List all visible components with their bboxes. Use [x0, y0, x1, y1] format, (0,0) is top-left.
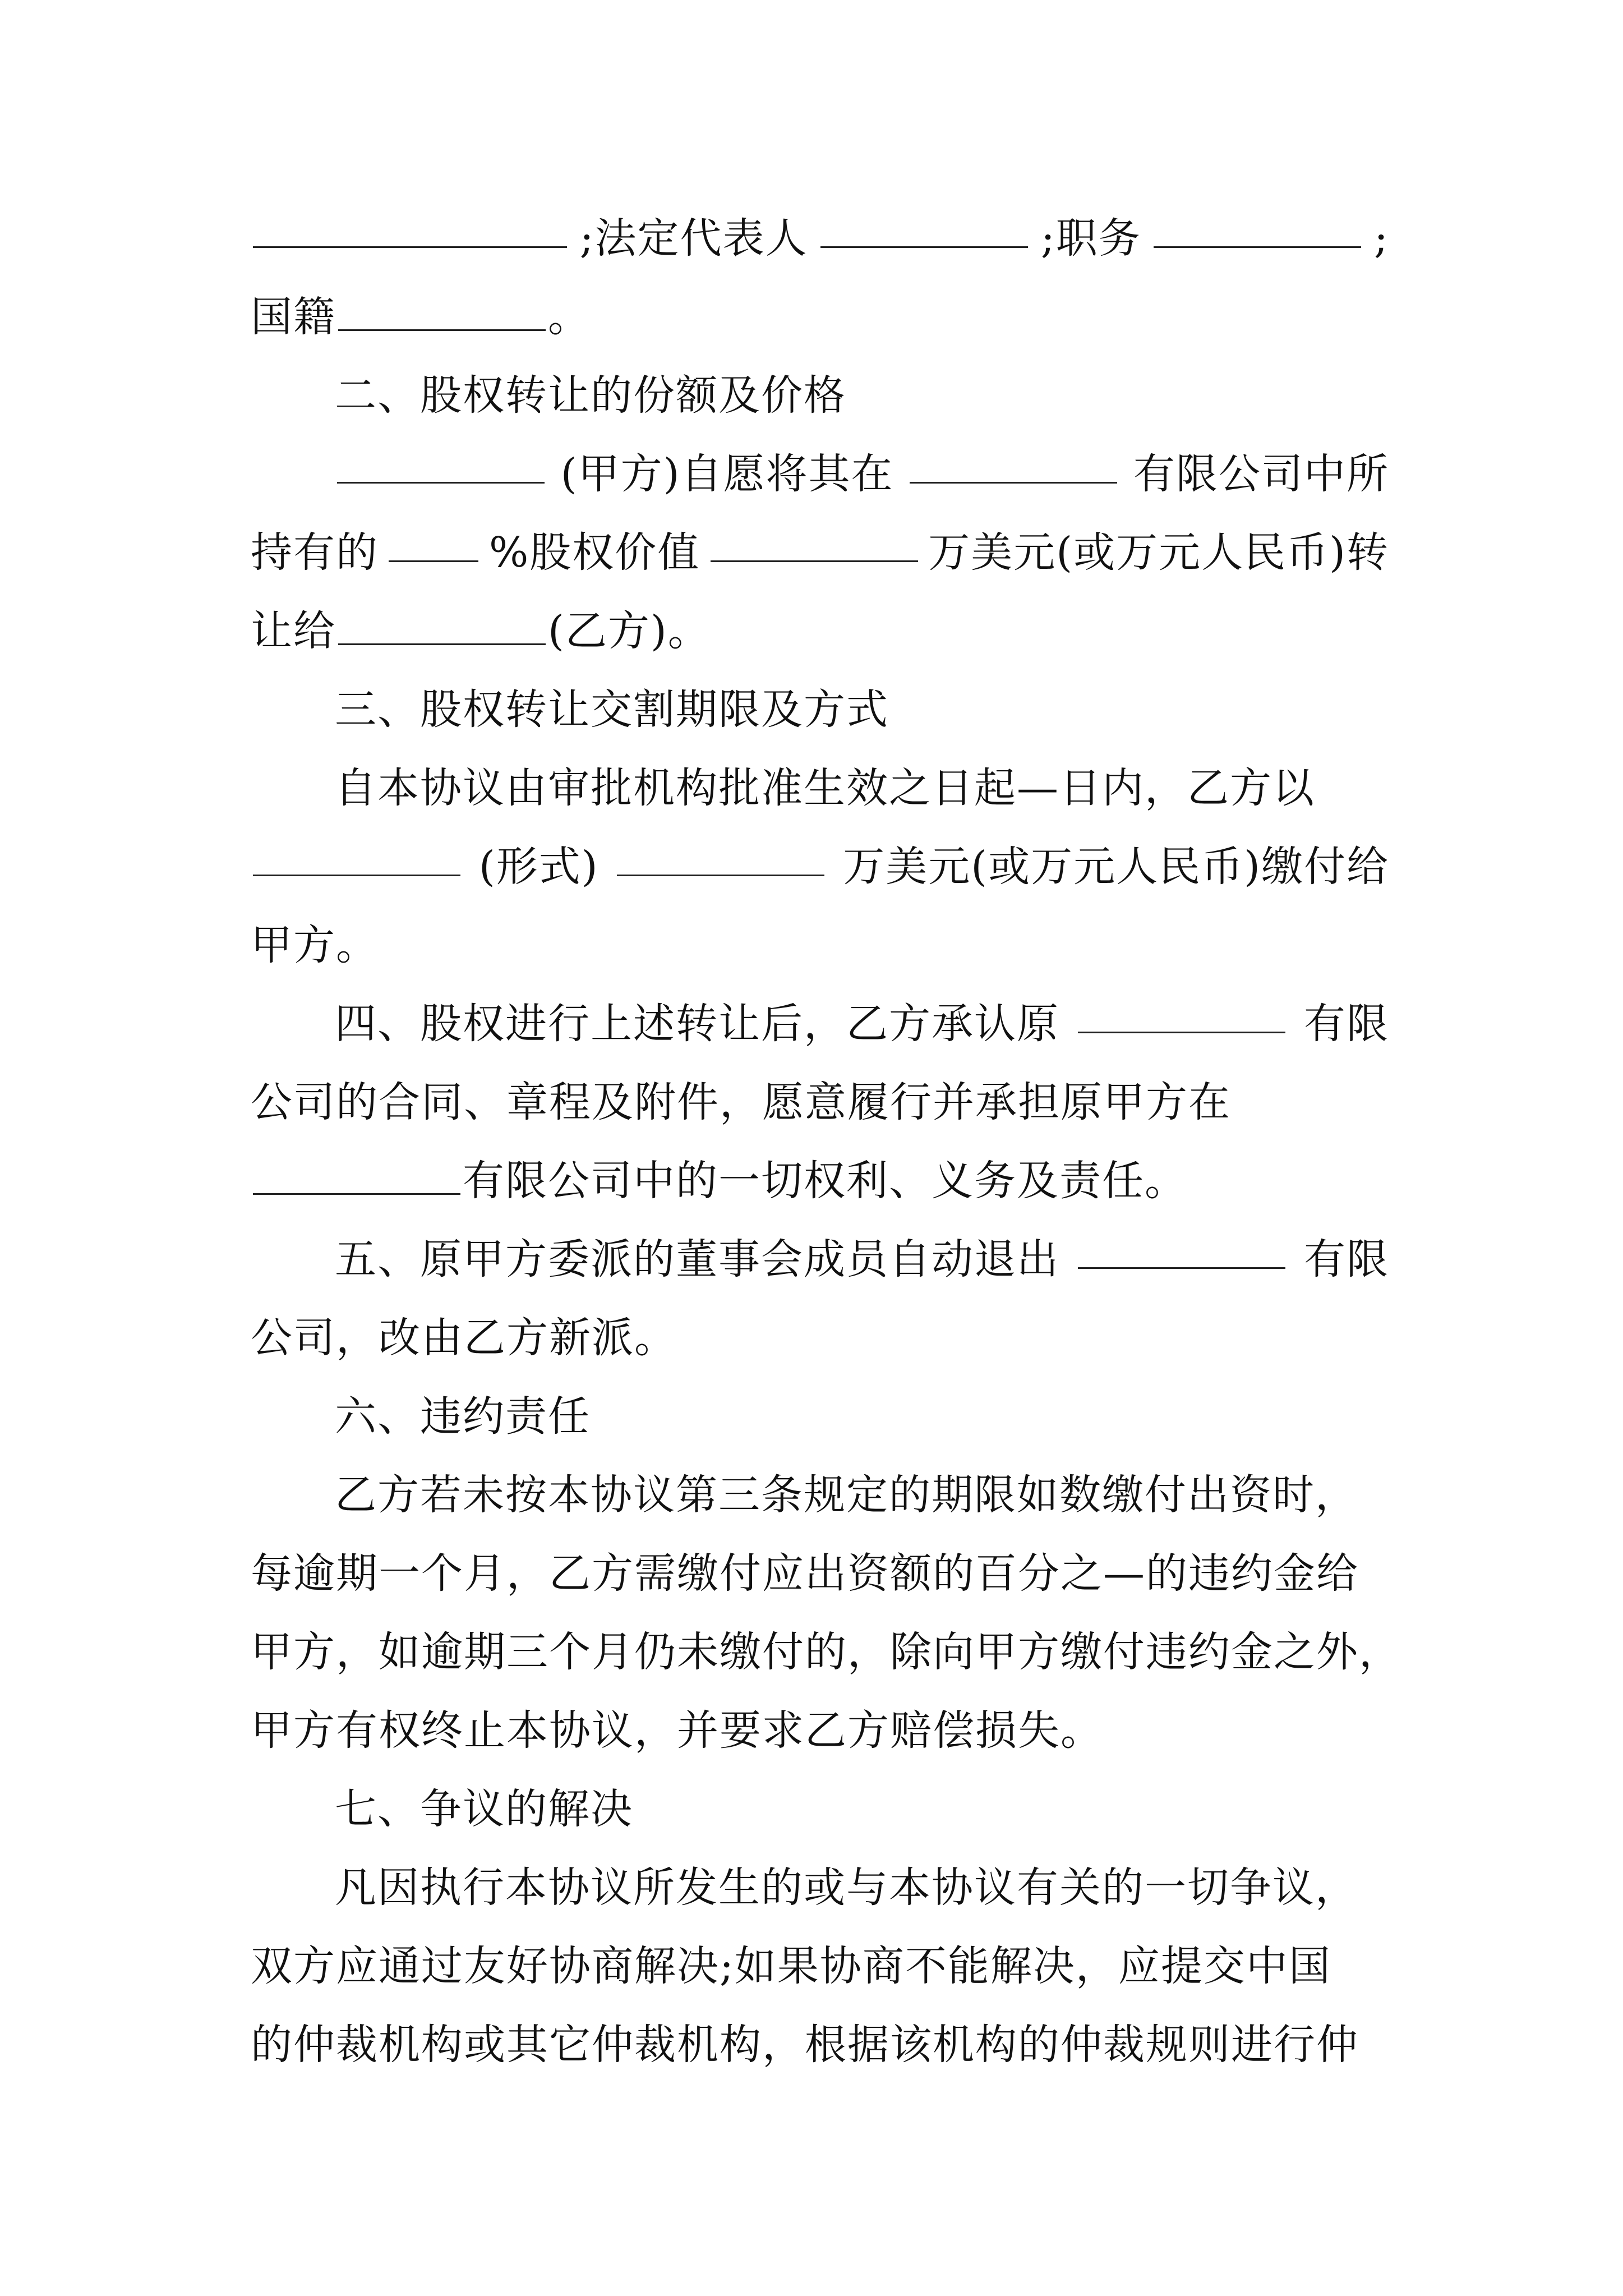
text-segment: 有限公司中的一切权利、义务及责任。 [463, 1157, 1187, 1205]
text-segment: 国籍 [251, 293, 336, 341]
representative-line [251, 205, 1389, 272]
paragraph-line: 自本协议由审批机构批准生效之日起—日内，乙方以 [335, 764, 1315, 812]
paragraph-line: 甲方，如逾期三个月仍未缴付的，除向甲方缴付违约金之外， [251, 1628, 1401, 1676]
text-segment: (乙方)。 [548, 607, 711, 655]
section-heading-3: 三、股权转让交割期限及方式 [335, 685, 889, 734]
paragraph-line: 乙方若未按本协议第三条规定的期限如数缴付出资时， [335, 1471, 1358, 1519]
party-a-blank [337, 440, 545, 484]
transfer-line-2 [251, 519, 1389, 586]
paragraph-line: 公司的合同、章程及附件，愿意履行并承担原甲方在 [251, 1078, 1231, 1126]
section-heading-2: 二、股权转让的份额及价格 [335, 371, 846, 420]
amount-blank [617, 833, 824, 876]
text-segment: 。 [548, 293, 591, 341]
company-blank [253, 1152, 460, 1195]
paragraph-line: 公司，改由乙方新派。 [251, 1314, 677, 1362]
section-heading-6: 六、违约责任 [335, 1392, 591, 1441]
party-b-blank [338, 602, 546, 645]
nationality-line [251, 283, 1389, 351]
text-segment: 有限 [1304, 1000, 1389, 1048]
text-segment: 有限 [1304, 1235, 1389, 1283]
text-segment: 四、股权进行上述转让后，乙方承认原 [335, 1000, 1059, 1048]
paragraph-line: 凡因执行本协议所发生的或与本协议有关的一切争议， [335, 1864, 1358, 1912]
text-segment: 万美元(或万元人民币)缴付给 [843, 843, 1389, 891]
transfer-line-3 [251, 597, 1389, 665]
paragraph-line: 每逾期一个月，乙方需缴付应出资额的百分之—的违约金给 [251, 1549, 1359, 1598]
text-segment: 有限公司中所 [1133, 450, 1389, 498]
paragraph-line: 甲方。 [251, 921, 379, 969]
section-4-line-1 [335, 990, 1389, 1057]
company-blank [910, 440, 1117, 484]
paragraph-line: 双方应通过友好协商解决;如果协商不能解决，应提交中国 [251, 1942, 1331, 1990]
section-heading-7: 七、争议的解决 [335, 1785, 633, 1833]
text-segment: ; [1374, 214, 1389, 263]
position-blank [1154, 205, 1361, 248]
company-name-blank [253, 205, 567, 248]
payment-line [251, 833, 1389, 900]
company-blank [1078, 990, 1285, 1033]
section-5-line-1 [335, 1226, 1389, 1293]
paragraph-line: 的仲裁机构或其它仲裁机构，根据该机构的仲裁规则进行仲 [251, 2021, 1359, 2069]
legal-representative-blank [820, 205, 1028, 248]
nationality-blank [338, 288, 546, 331]
company-blank [1078, 1226, 1285, 1269]
text-segment: %股权价值 [488, 528, 700, 577]
form-blank [253, 833, 460, 876]
text-segment: ;法定代表人 [579, 214, 808, 263]
text-segment: 让给 [251, 607, 336, 655]
value-blank [711, 519, 918, 562]
text-segment: 持有的 [251, 528, 379, 577]
percent-blank [389, 519, 478, 562]
text-segment: 万美元(或万元人民币)转 [928, 528, 1389, 577]
text-segment: (形式) [478, 843, 599, 891]
transfer-line-1 [335, 440, 1389, 508]
text-segment: ;职务 [1040, 214, 1141, 263]
text-segment: (甲方)自愿将其在 [560, 450, 894, 498]
paragraph-line: 甲方有权终止本协议，并要求乙方赔偿损失。 [251, 1706, 1103, 1755]
section-4-line-3 [251, 1147, 1389, 1214]
text-segment: 五、原甲方委派的董事会成员自动退出 [335, 1235, 1059, 1283]
